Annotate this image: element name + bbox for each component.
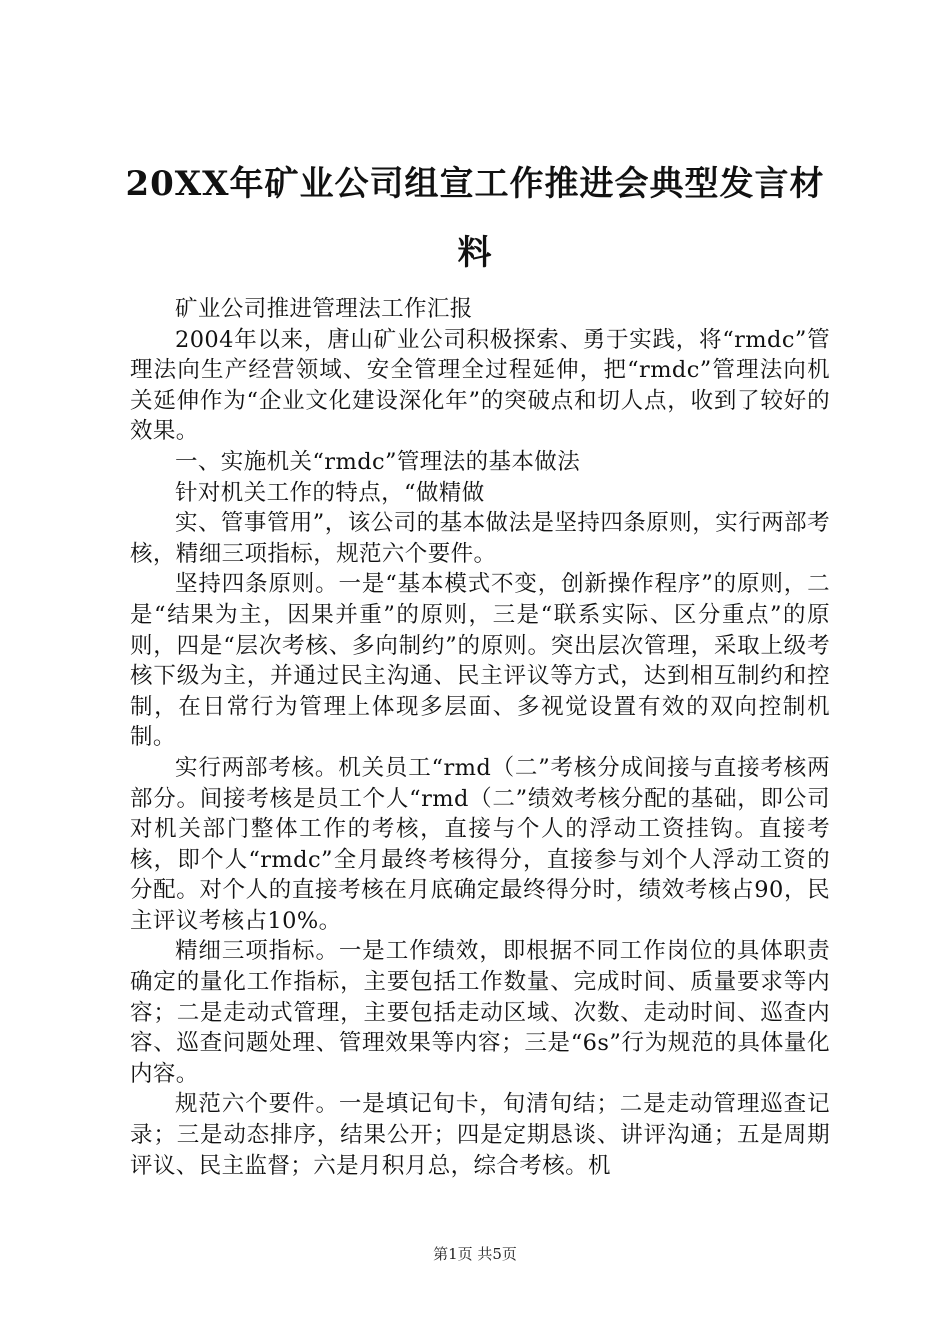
paragraph-three-indicators: 精细三项指标。一是工作绩效，即根据不同工作岗位的具体职责确定的量化工作指标，主要包括工作数量、完成时间、质量要求等内容；二是走动式管理，主要包括走动区域、次数、走动时间、巡查内容、巡查问题处理、管理效果等内容；三是“6s”行为规范的具体量化内容。 xyxy=(130,938,830,1087)
paragraph-two-assessments: 实行两部考核。机关员工“rmd（二”考核分成间接与直接考核两部分。间接考核是员工个人“rmd（二”绩效考核分配的基础，即公司对机关部门整体工作的考核，直接与个人的浮动工资挂钩。直接考核，即个人“rmdc”全月最终考核得分，直接参与刘个人浮动工资的分配。对个人的直接考核在月底确定最终得分时，绩效考核占90，民主评议考核占10%。 xyxy=(130,754,830,934)
section-heading-1: 一、实施机关“rmdc”管理法的基本做法 xyxy=(175,448,581,475)
paragraph-report-heading: 矿业公司推进管理法工作汇报 xyxy=(175,296,473,322)
document-body xyxy=(130,294,830,1181)
page-number-footer: 第1页 共5页 xyxy=(433,1245,517,1263)
paragraph-approach-cont: 实、管事管用”，该公司的基本做法是坚持四条原则，实行两部考核，精细三项指标，规范六个要件。 xyxy=(130,510,830,567)
paragraph-four-principles: 坚持四条原则。一是“基本模式不变，创新操作程序”的原则，二是“结果为主，因果并重”的原则，三是“联系实际、区分重点”的原则，四是“层次考核、多向制约”的原则。突出层次管理，采取上级考核下级为主，并通过民主沟通、民主评议等方式，达到相互制约和控制，在日常行为管理上体现多层面、多视觉设置有效的双向控制机制。 xyxy=(130,571,830,751)
document-title: 20XX年矿业公司组宣工作推进会典型发言材料 xyxy=(125,164,825,273)
paragraph-approach-start: 针对机关工作的特点，“做精做 xyxy=(175,479,485,506)
paragraph-intro: 2004年以来，唐山矿业公司积极探索、勇于实践，将“rmdc”管理法向生产经营领域、安全管理全过程延伸，把“rmdc”管理法向机关延伸作为“企业文化建设深化年”的突破点和切人点，收到了较好的效果。 xyxy=(130,326,830,445)
paragraph-six-elements: 规范六个要件。一是填记旬卡，旬清旬结；二是走动管理巡查记录；三是动态排序，结果公开；四是定期恳谈、讲评沟通；五是周期评议、民主监督；六是月积月总，综合考核。机 xyxy=(130,1091,830,1179)
